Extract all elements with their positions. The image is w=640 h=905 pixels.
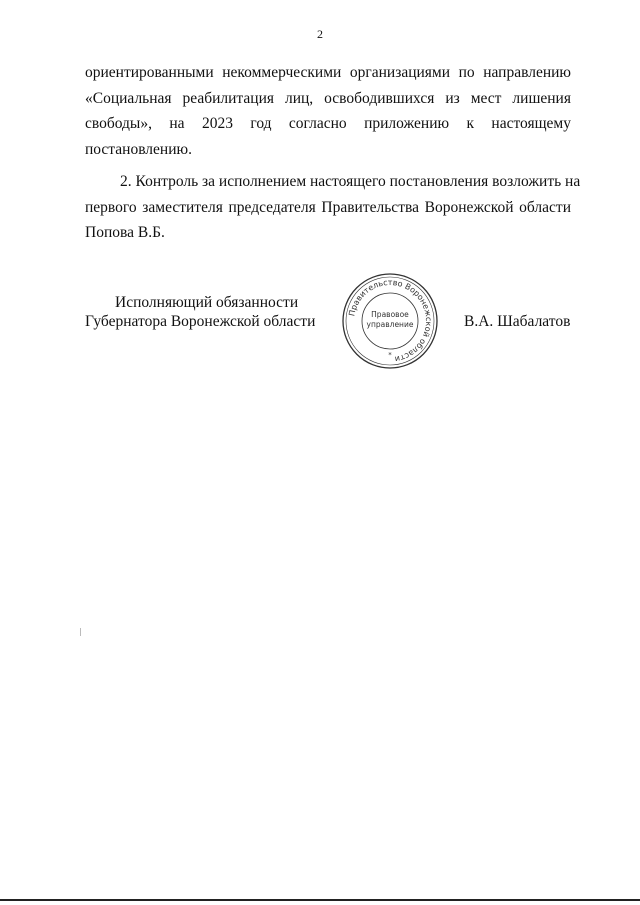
scan-mark bbox=[80, 628, 81, 636]
signatory-name: В.А. Шабалатов bbox=[464, 313, 571, 330]
paragraph-1-line: «Социальная реабилитация лиц, освободившихся из мест лишения bbox=[85, 89, 571, 107]
paragraph-2-line: Попова В.Б. bbox=[85, 224, 165, 241]
signatory-title-line: Исполняющий обязанности bbox=[115, 294, 299, 311]
paragraph-2-line: первого заместителя председателя Правительства Воронежской области bbox=[85, 198, 571, 216]
seal-inner-text: Правовое bbox=[371, 310, 409, 319]
paragraph-2-line: 2. Контроль за исполнением настоящего постановления возложить на bbox=[120, 173, 581, 190]
page-number: 2 bbox=[317, 27, 323, 41]
page-bottom-edge bbox=[0, 899, 640, 901]
official-seal-stamp bbox=[340, 271, 440, 371]
seal-inner-text: управление bbox=[366, 320, 414, 329]
seal-star-icon: * bbox=[388, 351, 392, 359]
paragraph-1-line: ориентированными некоммерческими организациями по направлению bbox=[85, 64, 571, 81]
paragraph-2 bbox=[85, 169, 581, 246]
paragraph-1-line: постановлению. bbox=[85, 140, 192, 158]
paragraph-1-line: свободы», на 2023 год согласно приложению к настоящему bbox=[85, 115, 571, 132]
paragraph-1 bbox=[85, 60, 571, 162]
signatory-title bbox=[85, 293, 315, 331]
signatory-title-line: Губернатора Воронежской области bbox=[85, 313, 316, 330]
seal-outer-text: Правительство Воронежской области bbox=[347, 277, 434, 364]
